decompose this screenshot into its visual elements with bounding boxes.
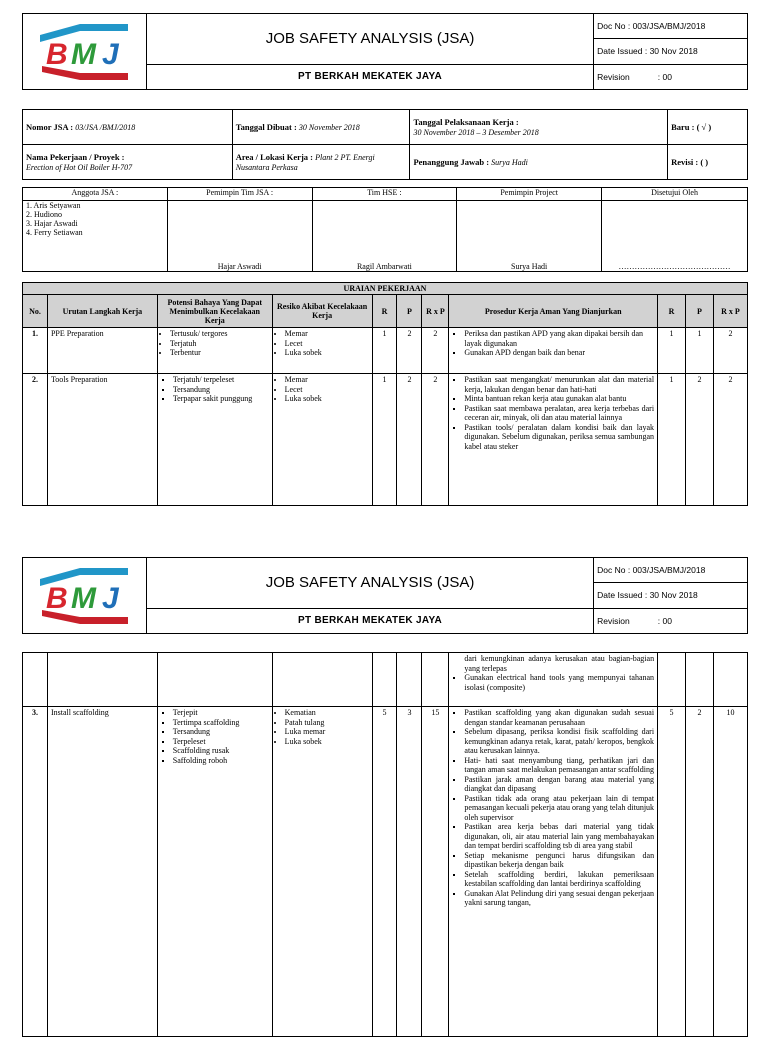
row-p: 3	[397, 707, 422, 1037]
team-project: Surya Hadi	[457, 201, 602, 272]
row-r2: 1	[658, 328, 686, 374]
area-lokasi	[232, 145, 410, 180]
row-p2: 2	[686, 374, 714, 506]
row-step: Tools Preparation	[47, 374, 157, 506]
hazard-item: • Terjatuh	[170, 339, 269, 349]
risk-item: • Memar	[285, 329, 369, 339]
row-p2: 1	[686, 328, 714, 374]
row-hazards	[157, 328, 272, 374]
bmj-logo	[23, 14, 146, 89]
team-header-hse: Tim HSE :	[312, 188, 457, 201]
empty-cell	[372, 653, 397, 707]
row-risks	[272, 374, 372, 506]
empty-cell	[422, 653, 449, 707]
risk-item: • Luka memar	[285, 727, 369, 737]
empty-cell	[397, 653, 422, 707]
procedure-item: ▪ Minta bantuan rekan kerja atau gunakan alat bantu	[464, 394, 654, 404]
procedure-item: ▪ Gunakan electrical hand tools yang mempunyai tahanan isolasi (composite)	[464, 673, 654, 692]
row-no: 3.	[23, 707, 48, 1037]
risk-item: • Luka sobek	[285, 348, 369, 358]
table-row	[23, 653, 748, 707]
team-table	[22, 187, 748, 272]
svg-text:M: M	[71, 581, 97, 615]
risk-item: • Luka sobek	[285, 394, 369, 404]
row-hazards	[157, 707, 272, 1037]
penanggung-jawab	[410, 145, 668, 180]
company-name: PT BERKAH MEKATEK JAYA	[146, 608, 593, 633]
bmj-logo-icon	[36, 566, 132, 626]
team-header-project: Pemimpin Project	[457, 188, 602, 201]
logo-cell	[23, 14, 147, 90]
row-r: 1	[372, 328, 397, 374]
row-procedures	[449, 707, 658, 1037]
svg-text:B: B	[46, 581, 69, 615]
col-rxp2: R x P	[713, 295, 747, 328]
row-p: 2	[397, 328, 422, 374]
revision	[594, 64, 748, 89]
row-no: 1.	[23, 328, 48, 374]
col-no: No.	[23, 295, 48, 328]
col-r2: R	[658, 295, 686, 328]
hazard-item: ▪ Terjepit	[173, 708, 269, 718]
hazard-item: ▪ Terpeleset	[173, 737, 269, 747]
nama-label: Nama Pekerjaan / Proyek :	[26, 152, 125, 162]
tanggal-pelaksanaan	[410, 110, 668, 145]
member: 2. Hudiono	[26, 210, 62, 219]
tanggal-dibuat	[232, 110, 410, 145]
row-p2: 2	[686, 707, 714, 1037]
nama-value: Erection of Hot Oil Boiler H-707	[26, 163, 133, 172]
procedure-item: ▪ Setelah scaffolding berdiri, lakukan pemeriksaan kestabilan scaffolding dan lantai berdirinya scaffolding	[464, 870, 654, 889]
row-rxp: 15	[422, 707, 449, 1037]
area-label: Area / Lokasi Kerja :	[235, 152, 313, 162]
hazard-item: • Terbentur	[170, 348, 269, 358]
empty-cell	[157, 653, 272, 707]
revision	[594, 608, 748, 633]
hazard-item: ▪ Terjatuh/ terpeleset	[173, 375, 269, 385]
empty-cell	[658, 653, 686, 707]
col-p: P	[397, 295, 422, 328]
row-r: 1	[372, 374, 397, 506]
row-rxp2: 10	[713, 707, 747, 1037]
procedure-item: ▪ Pastikan saat mengangkat/ menurunkan alat dan material kerja, lakukan dengan benar dan hati-hati	[464, 375, 654, 394]
hazard-item: ▪ Scaffolding rusak	[173, 746, 269, 756]
member: 4. Ferry Setiawan	[26, 228, 83, 237]
tgl-dibuat-label: Tanggal Dibuat :	[235, 122, 297, 132]
bmj-logo	[23, 558, 146, 633]
revision-value: : 00	[657, 71, 672, 82]
procedure-item: ▪ Sebelum dipasang, periksa kondisi fisik scaffolding dari kemungkinan adanya retak, karat, patah/ keropos, bengkok atau kerusakan lainnya.	[464, 727, 654, 756]
risk-item: • Memar	[285, 375, 369, 385]
tgl-pelaksanaan-label: Tanggal Pelaksanaan Kerja :	[413, 117, 519, 127]
empty-cell	[713, 653, 747, 707]
svg-text:B: B	[46, 37, 69, 71]
area-value: Plant 2 PT. Energi Nusantara Perkasa	[235, 153, 375, 172]
risk-item: • Lecet	[285, 385, 369, 395]
procedure-item: ▪ Periksa dan pastikan APD yang akan dipakai bersih dan layak digunakan	[464, 329, 654, 348]
nomor-value: 03/JSA /BMJ/2018	[75, 123, 136, 132]
nama-pekerjaan	[23, 145, 233, 180]
member: 1. Aris Setyawan	[26, 201, 81, 210]
continuation-text: dari kemungkinan adanya kerusakan atau bagian-bagian yang terlepas	[464, 654, 655, 673]
team-header-anggota: Anggota JSA :	[23, 188, 168, 201]
hazard-item: ▪ Saffolding roboh	[173, 756, 269, 766]
risk-item: • Lecet	[285, 339, 369, 349]
row-hazards	[157, 374, 272, 506]
team-header-approved: Disetujui Oleh	[602, 188, 748, 201]
empty-cell	[23, 653, 48, 707]
uraian-title: URAIAN PEKERJAAN	[23, 283, 748, 295]
revision-label: Revision	[597, 615, 630, 626]
procedure-item: ▪ Pastikan saat membawa peralatan, area kerja terbebas dari ceceran air, minyak, oli dan atau material lainnya	[464, 404, 654, 423]
company-name: PT BERKAH MEKATEK JAYA	[146, 64, 593, 89]
team-header-pemimpin: Pemimpin Tim JSA :	[167, 188, 312, 201]
col-step: Urutan Langkah Kerja	[47, 295, 157, 328]
row-risks	[272, 707, 372, 1037]
empty-cell	[47, 653, 157, 707]
procedure-item: ▪ Pastikan jarak aman dengan barang atau material yang diangkat dan dipasang	[464, 775, 654, 794]
tgl-pelaksanaan-value: 30 November 2018 – 3 Desember 2018	[413, 128, 539, 137]
hazard-item: • Tertusuk/ tergores	[170, 329, 269, 339]
team-approved: ……………………………………	[602, 201, 748, 272]
hazard-item: ▪ Tersandung	[173, 385, 269, 395]
revision-value: : 00	[657, 615, 672, 626]
row-p: 2	[397, 374, 422, 506]
logo-cell	[23, 558, 147, 634]
risk-item: • Patah tulang	[285, 718, 369, 728]
risk-item: • Luka sobek	[285, 737, 369, 747]
col-procedure: Prosedur Kerja Aman Yang Dianjurkan	[449, 295, 658, 328]
col-hazard: Potensi Bahaya Yang Dapat Menimbulkan Kecelakaan Kerja	[157, 295, 272, 328]
table-row	[23, 328, 748, 374]
pj-label: Penanggung Jawab :	[413, 157, 490, 167]
nomor-label: Nomor JSA :	[26, 122, 74, 132]
hazard-item: ▪ Tersandung	[173, 727, 269, 737]
row-r2: 1	[658, 374, 686, 506]
doc-no: Doc No : 003/JSA/BMJ/2018	[594, 14, 748, 39]
row-procedures	[449, 328, 658, 374]
document-title: JOB SAFETY ANALYSIS (JSA)	[146, 14, 593, 65]
empty-cell	[272, 653, 372, 707]
date-issued: Date Issued : 30 Nov 2018	[594, 39, 748, 64]
revisi-checkbox: Revisi : ( )	[668, 145, 748, 180]
team-hse: Ragil Ambarwati	[312, 201, 457, 272]
info-table	[22, 109, 748, 180]
team-members	[23, 201, 168, 272]
nomor-jsa	[23, 110, 233, 145]
table-row	[23, 707, 748, 1037]
procedure-item: ▪ Pastikan area kerja bebas dari material yang tidak digunakan, oli, air atau material lain yang membahayakan dan tempat berdiri scaffolding tsb di area yang stabil	[464, 822, 654, 851]
table-row	[23, 374, 748, 506]
procedure-item: ▪ Pastikan tidak ada orang atau pekerjaan lain di tempat pemasangan kecuali pekerja atau orang yang telah ditunjuk oleh supervisor	[464, 794, 654, 823]
row-no: 2.	[23, 374, 48, 506]
row-step: Install scaffolding	[47, 707, 157, 1037]
document-title: JOB SAFETY ANALYSIS (JSA)	[146, 558, 593, 609]
col-rxp: R x P	[422, 295, 449, 328]
member: 3. Hajar Aswadi	[26, 219, 78, 228]
col-risk: Resiko Akibat Kecelakaan Kerja	[272, 295, 372, 328]
row-r: 5	[372, 707, 397, 1037]
procedure-item: ▪ Pastikan scaffolding yang akan digunakan sudah sesuai dengan standar keamanan perusahaan	[464, 708, 654, 727]
doc-no: Doc No : 003/JSA/BMJ/2018	[594, 558, 748, 583]
row-procedures	[449, 374, 658, 506]
procedure-item: ▪ Gunakan Alat Pelindung diri yang sesuai dengan pekerjaan yakni sarung tangan,	[464, 889, 654, 908]
hazard-item: ▪ Tertimpa scaffolding	[173, 718, 269, 728]
row-rxp2: 2	[713, 328, 747, 374]
row-r2: 5	[658, 707, 686, 1037]
empty-cell	[686, 653, 714, 707]
procedure-item: ▪ Pastikan tools/ peralatan dalam kondisi baik dan layak digunakan. Sebelum digunakan, periksa semua sambungan kabel atau steker	[464, 423, 654, 452]
svg-text:J: J	[102, 37, 120, 71]
header-table-2	[22, 557, 748, 634]
hazard-item: ▪ Terpapar sakit punggung	[173, 394, 269, 404]
svg-text:M: M	[71, 37, 97, 71]
col-r: R	[372, 295, 397, 328]
team-leader: Hajar Aswadi	[167, 201, 312, 272]
uraian-table-1	[22, 282, 748, 506]
uraian-table-2	[22, 652, 748, 1037]
procedure-item: ▪ Hati- hati saat menyambung tiang, perhatikan jari dan tangan aman saat melakukan pemasangan antar scaffolding	[464, 756, 654, 775]
header-table-1	[22, 13, 748, 90]
row-rxp2: 2	[713, 374, 747, 506]
row-rxp: 2	[422, 328, 449, 374]
baru-checkbox: Baru : ( √ )	[668, 110, 748, 145]
continuation-procedures	[449, 653, 658, 707]
bmj-logo-icon	[36, 22, 132, 82]
row-rxp: 2	[422, 374, 449, 506]
row-risks	[272, 328, 372, 374]
procedure-item: ▪ Setiap mekanisme pengunci harus difungsikan dan dipastikan bekerja dengan baik	[464, 851, 654, 870]
date-issued: Date Issued : 30 Nov 2018	[594, 583, 748, 608]
tgl-dibuat-value: 30 November 2018	[298, 123, 360, 132]
pj-value: Surya Hadi	[491, 158, 528, 167]
row-step: PPE Preparation	[47, 328, 157, 374]
procedure-item: ▪ Gunakan APD dengan baik dan benar	[464, 348, 654, 358]
svg-text:J: J	[102, 581, 120, 615]
revision-label: Revision	[597, 71, 630, 82]
col-p2: P	[686, 295, 714, 328]
risk-item: • Kematian	[285, 708, 369, 718]
